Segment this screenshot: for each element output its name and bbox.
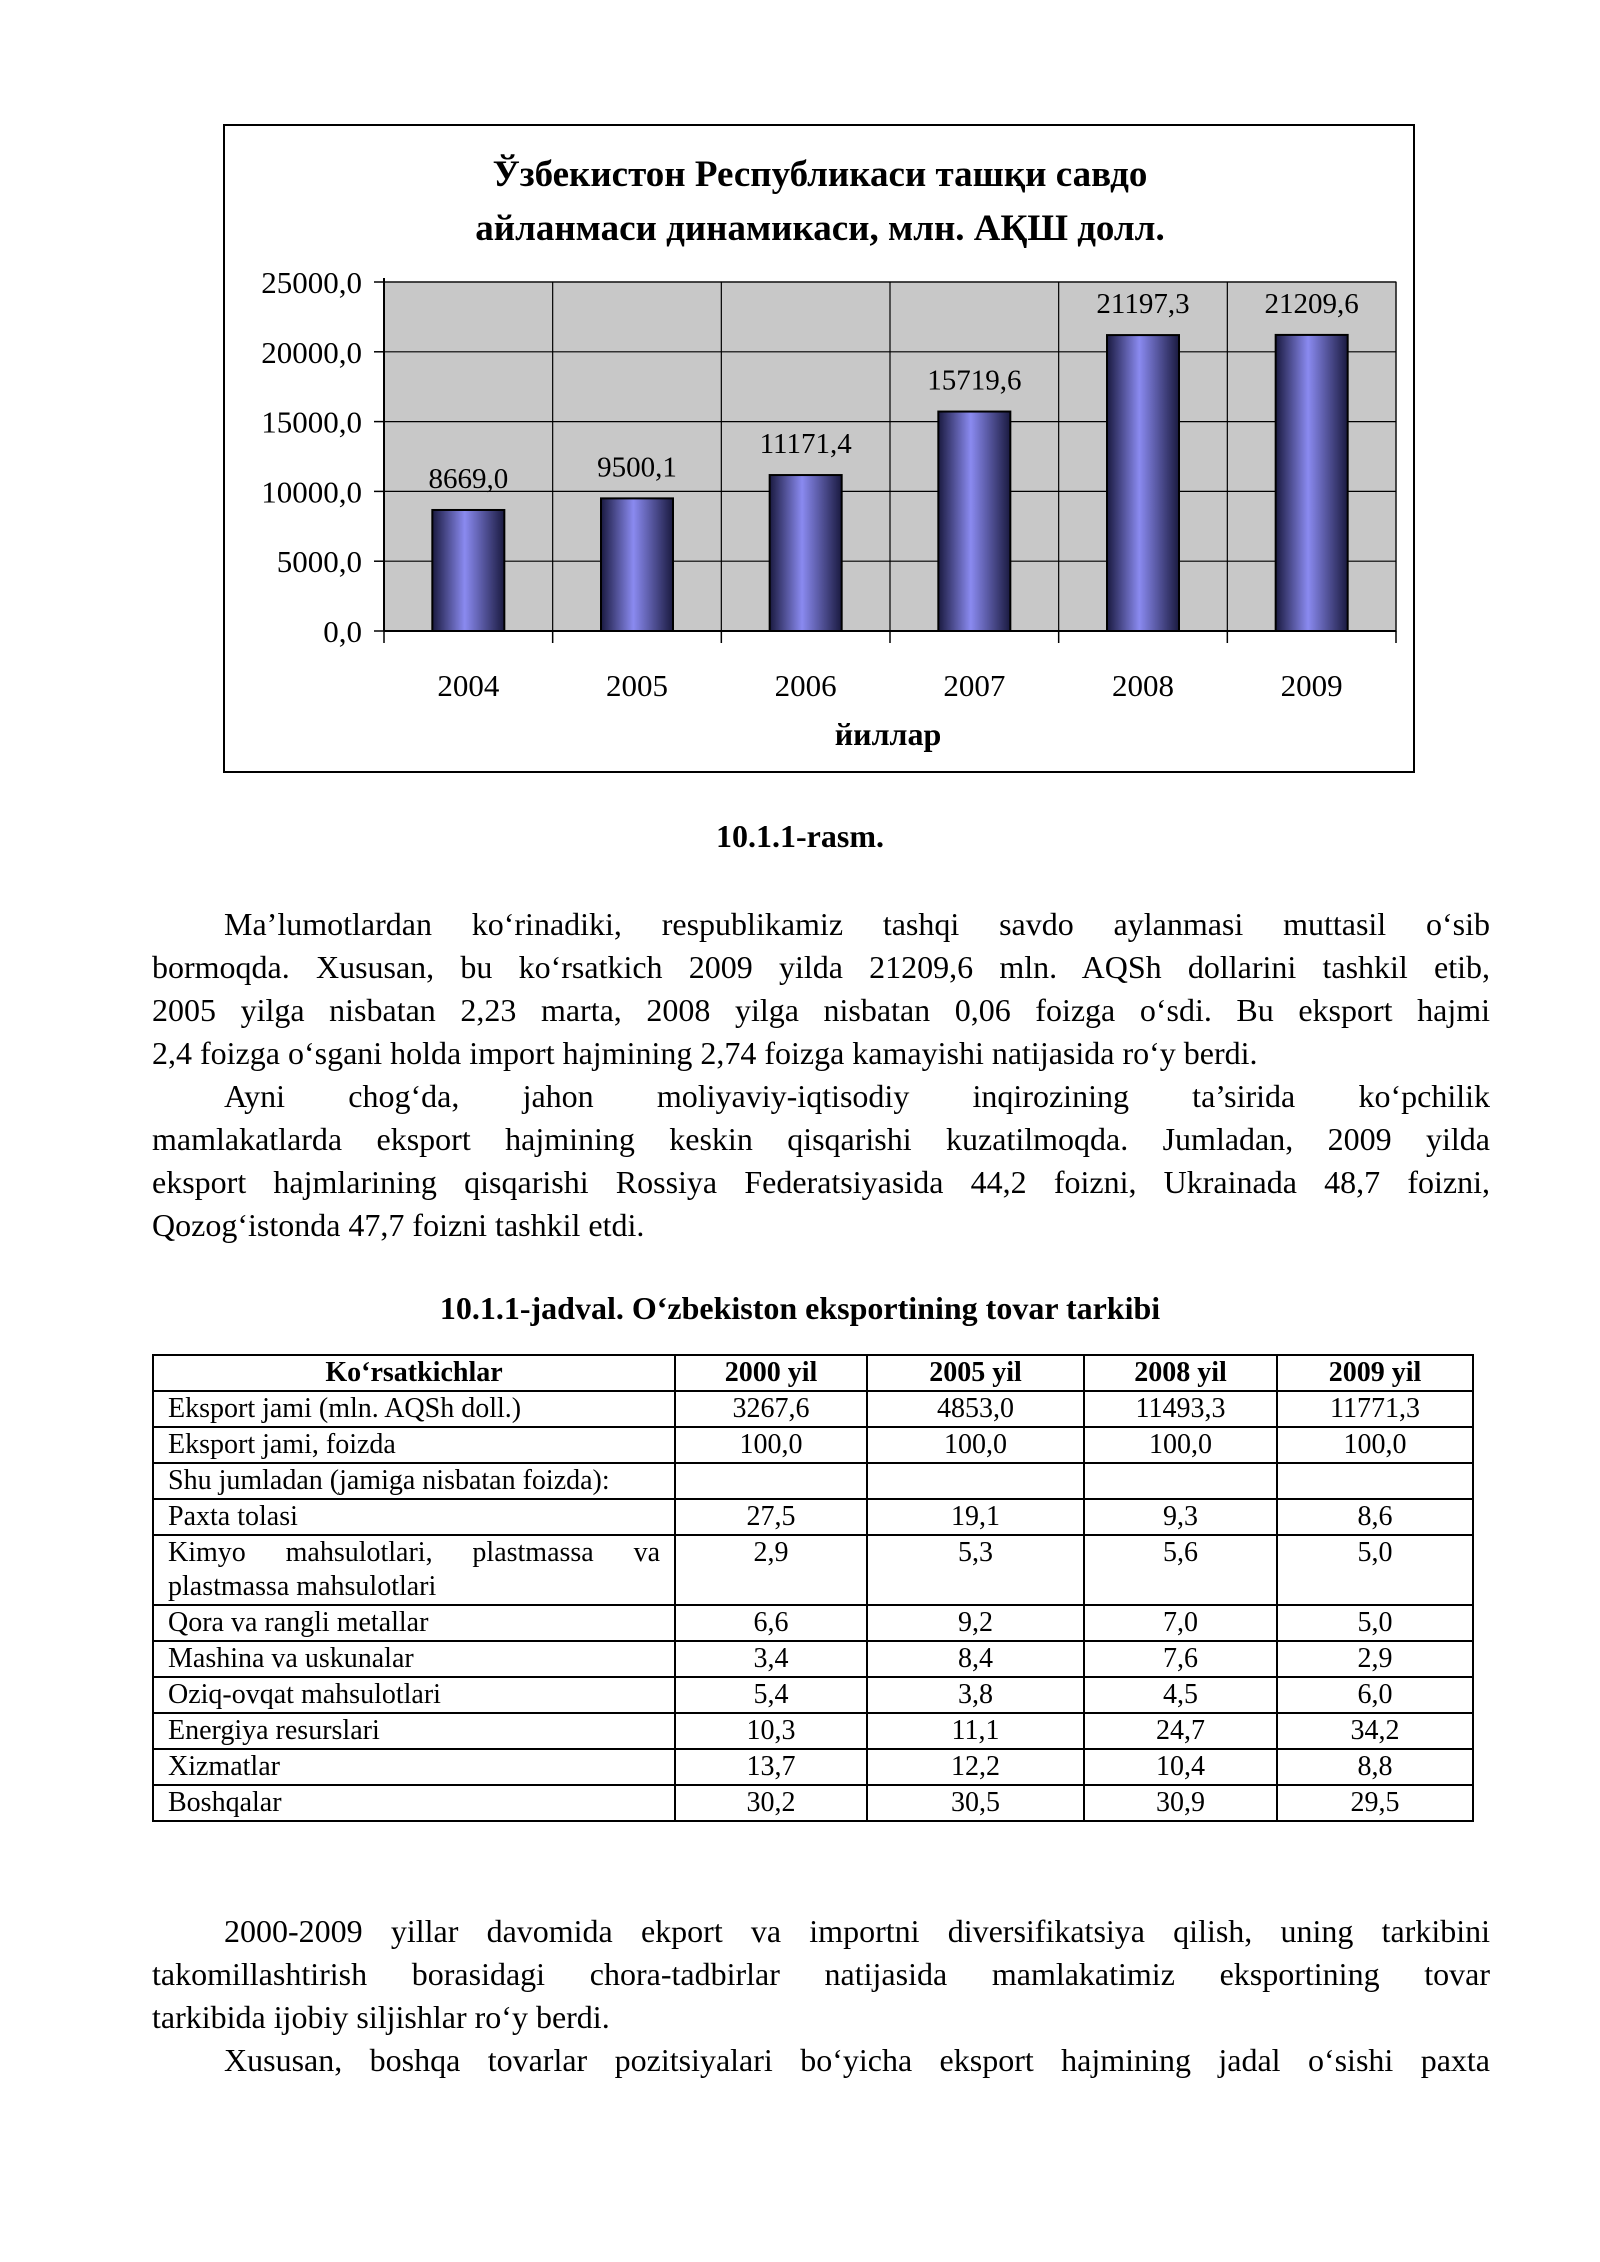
x-tick-label: 2004 — [437, 668, 500, 703]
table-row — [153, 1391, 1473, 1427]
paragraph-2-line: mamlakatlarda eksport hajmining keskin qisqarishi kuzatilmoqda. Jumladan, 2009 yilda — [152, 1121, 1490, 1157]
cell-value: 30,5 — [867, 1785, 1084, 1821]
table-row — [153, 1785, 1473, 1821]
cell-value: 12,2 — [867, 1749, 1084, 1785]
x-tick-label: 2008 — [1112, 668, 1174, 703]
table-row — [153, 1713, 1473, 1749]
cell-value: 7,0 — [1084, 1605, 1277, 1641]
row-label: Mashina va uskunalar — [153, 1641, 675, 1677]
row-label: Shu jumladan (jamiga nisbatan foizda): — [153, 1463, 675, 1499]
cell-value: 11771,3 — [1277, 1391, 1473, 1427]
cell-value: 13,7 — [675, 1749, 867, 1785]
cell-value: 5,0 — [1277, 1605, 1473, 1641]
table-row — [153, 1463, 1473, 1499]
table-row — [153, 1535, 1473, 1605]
cell-value: 27,5 — [675, 1499, 867, 1535]
export-structure-table — [152, 1354, 1474, 1822]
y-tick-label: 0,0 — [323, 614, 362, 649]
cell-value: 6,6 — [675, 1605, 867, 1641]
cell-value: 100,0 — [675, 1427, 867, 1463]
cell-value: 8,4 — [867, 1641, 1084, 1677]
bar — [770, 475, 842, 631]
chart-title-line1: Ўзбекистон Республикаси ташқи савдо — [492, 154, 1148, 195]
bar — [1107, 335, 1179, 631]
bar-chart — [0, 0, 1600, 800]
y-tick-label: 5000,0 — [276, 544, 362, 580]
y-tick-label: 10000,0 — [261, 474, 362, 510]
paragraph-2-line: Qozog‘istonda 47,7 foizni tashkil etdi. — [152, 1207, 645, 1243]
cell-value: 3,4 — [675, 1641, 867, 1677]
paragraph-3-line: takomillashtirish borasidagi chora-tadbirlar natijasida mamlakatimiz eksportining tovar — [152, 1956, 1490, 1992]
header-year: 2005 yil — [867, 1355, 1084, 1391]
table-row — [153, 1427, 1473, 1463]
cell-value: 7,6 — [1084, 1641, 1277, 1677]
paragraph-1 — [152, 903, 1490, 1075]
paragraph-1-line: 2005 yilga nisbatan 2,23 marta, 2008 yilga nisbatan 0,06 foizga o‘sdi. Bu eksport hajmi — [152, 992, 1490, 1028]
table-row — [153, 1641, 1473, 1677]
data-label: 21209,6 — [1264, 287, 1359, 320]
cell-value — [675, 1463, 867, 1499]
cell-value: 30,9 — [1084, 1785, 1277, 1821]
row-label: Qora va rangli metallar — [153, 1605, 675, 1641]
y-tick-label: 15000,0 — [261, 404, 362, 440]
cell-value: 5,3 — [867, 1535, 1084, 1605]
row-label: Eksport jami (mln. AQSh doll.) — [153, 1391, 675, 1427]
x-tick-label: 2009 — [1280, 668, 1343, 703]
paragraph-2-line: eksport hajmlarining qisqarishi Rossiya Federatsiyasida 44,2 foizni, Ukrainada 48,7 foizni, — [152, 1164, 1490, 1200]
row-label: Paxta tolasi — [153, 1499, 675, 1535]
table-header-row — [153, 1355, 1473, 1391]
row-label: Kimyo mahsulotlari, plastmassa va plastmassa mahsulotlari — [153, 1535, 675, 1605]
bar — [1276, 335, 1348, 631]
row-label: Boshqalar — [153, 1785, 675, 1821]
bar — [432, 510, 504, 631]
table-row — [153, 1499, 1473, 1535]
header-indicator: Ko‘rsatkichlar — [153, 1355, 675, 1391]
figure-caption: 10.1.1-rasm. — [716, 818, 884, 854]
cell-value: 11493,3 — [1084, 1391, 1277, 1427]
cell-value: 19,1 — [867, 1499, 1084, 1535]
cell-value: 30,2 — [675, 1785, 867, 1821]
table-row — [153, 1749, 1473, 1785]
row-label: Energiya resurslari — [153, 1713, 675, 1749]
x-tick-label: 2005 — [606, 668, 668, 703]
header-year: 2008 yil — [1084, 1355, 1277, 1391]
cell-value: 2,9 — [675, 1535, 867, 1605]
cell-value: 10,4 — [1084, 1749, 1277, 1785]
table-row — [153, 1605, 1473, 1641]
paragraph-1-line: bormoqda. Xususan, bu ko‘rsatkich 2009 yilda 21209,6 mln. AQSh dollarini tashkil etib, — [152, 949, 1490, 985]
cell-value: 6,0 — [1277, 1677, 1473, 1713]
x-tick-label: 2006 — [774, 668, 837, 703]
data-label: 15719,6 — [927, 364, 1022, 397]
cell-value — [1084, 1463, 1277, 1499]
cell-value: 100,0 — [1277, 1427, 1473, 1463]
cell-value: 100,0 — [867, 1427, 1084, 1463]
paragraph-1-line: 2,4 foizga o‘sgani holda import hajmining 2,74 foizga kamayishi natijasida ro‘y berdi. — [152, 1035, 1258, 1071]
cell-value — [1277, 1463, 1473, 1499]
table-caption: 10.1.1-jadval. O‘zbekiston eksportining tovar tarkibi — [439, 1290, 1161, 1326]
header-year: 2000 yil — [675, 1355, 867, 1391]
cell-value: 34,2 — [1277, 1713, 1473, 1749]
y-tick-label: 25000,0 — [261, 265, 362, 300]
paragraph-4-line: Xususan, boshqa tovarlar pozitsiyalari bo‘yicha eksport hajmining jadal o‘sishi paxta — [224, 2042, 1490, 2078]
cell-value: 4,5 — [1084, 1677, 1277, 1713]
bar — [938, 412, 1010, 631]
data-label: 21197,3 — [1096, 288, 1190, 321]
cell-value: 9,3 — [1084, 1499, 1277, 1535]
paragraph-1-line: Ma’lumotlardan ko‘rinadiki, respublikamiz tashqi savdo aylanmasi muttasil o‘sib — [224, 906, 1490, 942]
cell-value: 100,0 — [1084, 1427, 1277, 1463]
cell-value: 8,8 — [1277, 1749, 1473, 1785]
cell-value: 3,8 — [867, 1677, 1084, 1713]
chart-title-line2: айланмаси динамикаси, млн. АҚШ долл. — [475, 208, 1165, 249]
cell-value: 5,4 — [675, 1677, 867, 1713]
cell-value: 2,9 — [1277, 1641, 1473, 1677]
bar — [601, 498, 673, 631]
cell-value: 5,6 — [1084, 1535, 1277, 1605]
cell-value: 4853,0 — [867, 1391, 1084, 1427]
data-label: 11171,4 — [759, 428, 852, 461]
cell-value: 3267,6 — [675, 1391, 867, 1427]
cell-value: 10,3 — [675, 1713, 867, 1749]
row-label: Oziq-ovqat mahsulotlari — [153, 1677, 675, 1713]
x-tick-label: 2007 — [943, 668, 1006, 703]
paragraph-2-line: Ayni chog‘da, jahon moliyaviy-iqtisodiy inqirozining ta’sirida ko‘pchilik — [224, 1078, 1490, 1114]
table-row — [153, 1677, 1473, 1713]
paragraph-4 — [152, 2039, 1490, 2082]
y-tick-label: 20000,0 — [261, 334, 362, 370]
cell-value: 5,0 — [1277, 1535, 1473, 1605]
paragraph-3 — [152, 1910, 1490, 2039]
paragraph-3-line: tarkibida ijobiy siljishlar ro‘y berdi. — [152, 1999, 610, 2035]
cell-value: 9,2 — [867, 1605, 1084, 1641]
paragraph-3-line: 2000-2009 yillar davomida ekport va importni diversifikatsiya qilish, uning tarkibini — [224, 1913, 1490, 1949]
data-label: 9500,1 — [597, 451, 677, 484]
plot-area — [261, 265, 1396, 703]
data-label: 8669,0 — [428, 462, 509, 495]
paragraph-2 — [152, 1075, 1490, 1247]
cell-value: 11,1 — [867, 1713, 1084, 1749]
cell-value — [867, 1463, 1084, 1499]
row-label: Xizmatlar — [153, 1749, 675, 1785]
header-year: 2009 yil — [1277, 1355, 1473, 1391]
cell-value: 29,5 — [1277, 1785, 1473, 1821]
cell-value: 8,6 — [1277, 1499, 1473, 1535]
cell-value: 24,7 — [1084, 1713, 1277, 1749]
x-axis-label: йиллар — [834, 716, 942, 752]
row-label: Eksport jami, foizda — [153, 1427, 675, 1463]
